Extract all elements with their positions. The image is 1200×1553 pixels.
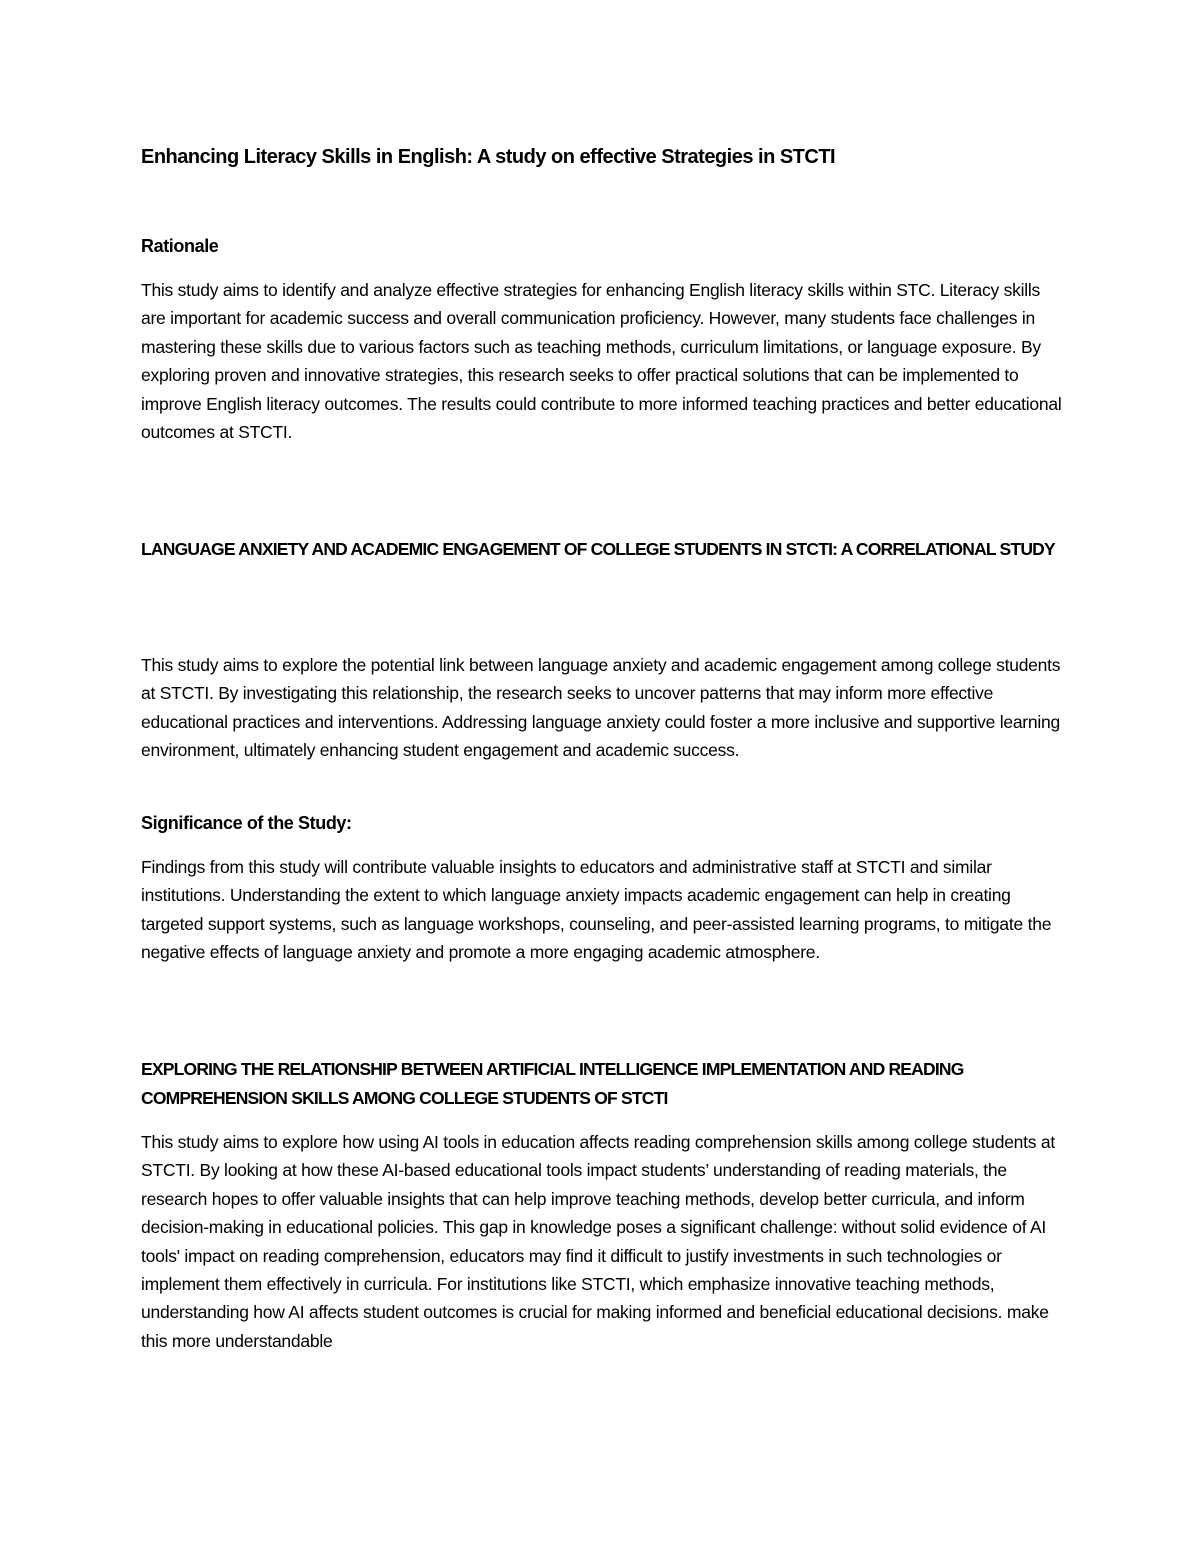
rationale-paragraph: This study aims to identify and analyze effective strategies for enhancing English literacy skills within STC. Literacy skills are important for academic success and overall communication proficiency. However, many students face challenges in mastering these skills due to various factors such as teaching methods, curriculum limitations, or language exposure. By exploring proven and innovative strategies, this research seeks to offer practical solutions that can be implemented to improve English literacy outcomes. The results could contribute to more informed teaching practices and better educational outcomes at STCTI.: [141, 280, 1062, 443]
significance-paragraph: Findings from this study will contribute valuable insights to educators and administrative staff at STCTI and similar institutions. Understanding the extent to which language anxiety impacts academic engagement can help in creating targeted support systems, such as language workshops, counseling, and peer-assisted learning programs, to mitigate the negative effects of language anxiety and promote a more engaging academic atmosphere.: [141, 857, 1052, 963]
language-anxiety-heading: LANGUAGE ANXIETY AND ACADEMIC ENGAGEMENT OF COLLEGE STUDENTS IN STCTI: A CORRELATIONAL STUDY: [141, 539, 1055, 559]
language-anxiety-paragraph: This study aims to explore the potential link between language anxiety and academic engagement among college students at STCTI. By investigating this relationship, the research seeks to uncover patterns that may inform more effective educational practices and interventions. Addressing language anxiety could foster a more inclusive and supportive learning environment, ultimately enhancing student engagement and academic success.: [141, 655, 1061, 761]
rationale-heading: Rationale: [141, 236, 219, 256]
significance-heading: Significance of the Study:: [141, 813, 352, 833]
ai-reading-heading: EXPLORING THE RELATIONSHIP BETWEEN ARTIFICIAL INTELLIGENCE IMPLEMENTATION AND READING COMPREHENSION SKILLS AMONG COLLEGE STUDENTS OF STCTI: [141, 1059, 964, 1108]
document-title: Enhancing Literacy Skills in English: A study on effective Strategies in STCTI: [141, 146, 836, 168]
ai-reading-paragraph: This study aims to explore how using AI tools in education affects reading comprehension skills among college students at STCTI. By looking at how these AI-based educational tools impact students’ understanding of reading materials, the research hopes to offer valuable insights that can help improve teaching methods, develop better curricula, and inform decision-making in educational policies. This gap in knowledge poses a significant challenge: without solid evidence of AI tools' impact on reading comprehension, educators may find it difficult to justify investments in such technologies or implement them effectively in curricula. For institutions like STCTI, which emphasize innovative teaching methods, understanding how AI affects student outcomes is crucial for making informed and beneficial educational decisions. make this more understandable: [141, 1132, 1055, 1351]
